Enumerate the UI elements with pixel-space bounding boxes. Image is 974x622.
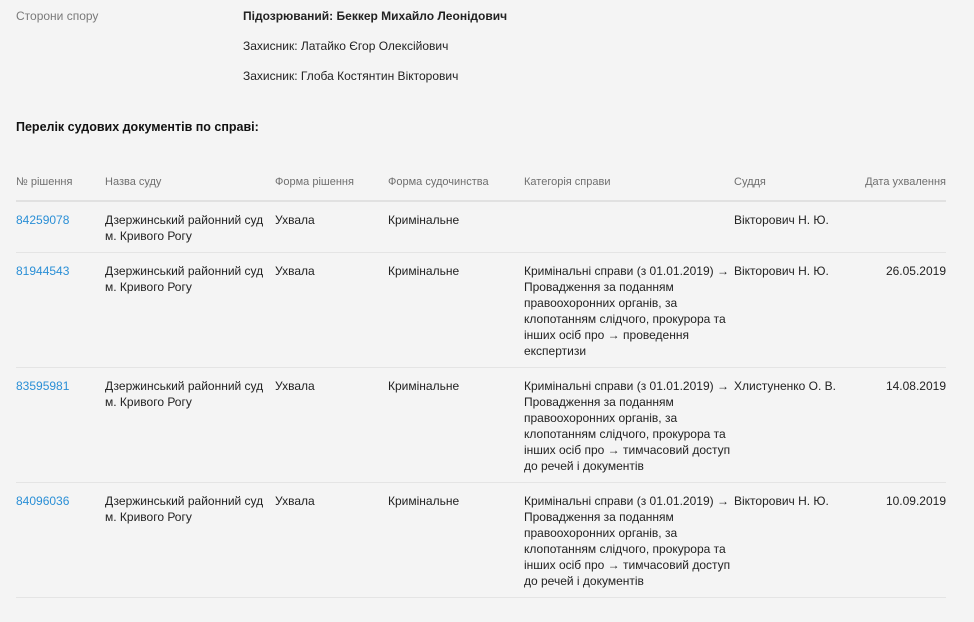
column-header-number: № рішення	[16, 176, 105, 201]
category-cell: Кримінальні справи (з 01.01.2019) → Провадження за поданням правоохоронних органів, за клопотанням слідчого, прокурора та інших осіб про → тимчасовий доступ до речей і документів	[524, 483, 734, 598]
decision-form-cell: Ухвала	[275, 253, 388, 368]
date-cell	[844, 201, 946, 253]
judge-cell: Вікторович Н. Ю.	[734, 201, 844, 253]
judge-cell: Вікторович Н. Ю.	[734, 253, 844, 368]
decision-form-cell: Ухвала	[275, 368, 388, 483]
decision-form-cell: Ухвала	[275, 201, 388, 253]
column-header-judge: Суддя	[734, 176, 844, 201]
date-cell: 10.09.2019	[844, 483, 946, 598]
court-name-cell: Дзержинський районний суд м. Кривого Рогу	[105, 483, 275, 598]
decision-number-link[interactable]: 84259078	[16, 213, 70, 227]
court-name-cell: Дзержинський районний суд м. Кривого Рогу	[105, 253, 275, 368]
column-header-decision-form: Форма рішення	[275, 176, 388, 201]
documents-list-title: Перелік судових документів по справі:	[16, 120, 259, 134]
category-cell: Кримінальні справи (з 01.01.2019) → Провадження за поданням правоохоронних органів, за клопотанням слідчого, прокурора та інших осіб про → тимчасовий доступ до речей і документів	[524, 368, 734, 483]
proceeding-form-cell: Кримінальне	[388, 201, 524, 253]
table-header	[16, 176, 946, 201]
category-cell	[524, 201, 734, 253]
decision-form-cell: Ухвала	[275, 483, 388, 598]
table-row	[16, 201, 946, 253]
suspect-name: Підозрюваний: Беккер Михайло Леонідович	[243, 9, 508, 23]
court-documents-table	[16, 176, 946, 598]
defender-name: Захисник: Глоба Костянтин Вікторович	[243, 69, 459, 83]
judge-cell: Хлистуненко О. В.	[734, 368, 844, 483]
table-row	[16, 483, 946, 598]
date-cell: 14.08.2019	[844, 368, 946, 483]
parties-label: Сторони спору	[16, 9, 99, 23]
category-cell: Кримінальні справи (з 01.01.2019) → Провадження за поданням правоохоронних органів, за клопотанням слідчого, прокурора та інших осіб про → проведення експертизи	[524, 253, 734, 368]
table-row	[16, 253, 946, 368]
proceeding-form-cell: Кримінальне	[388, 253, 524, 368]
court-name-cell: Дзержинський районний суд м. Кривого Рогу	[105, 201, 275, 253]
column-header-category: Категорія справи	[524, 176, 734, 201]
decision-number-link[interactable]: 83595981	[16, 379, 70, 393]
table-row	[16, 368, 946, 483]
judge-cell: Вікторович Н. Ю.	[734, 483, 844, 598]
proceeding-form-cell: Кримінальне	[388, 483, 524, 598]
column-header-court: Назва суду	[105, 176, 275, 201]
column-header-proceeding-form: Форма судочинства	[388, 176, 524, 201]
court-name-cell: Дзержинський районний суд м. Кривого Рогу	[105, 368, 275, 483]
decision-number-link[interactable]: 81944543	[16, 264, 70, 278]
proceeding-form-cell: Кримінальне	[388, 368, 524, 483]
column-header-date: Дата ухвалення	[844, 176, 946, 201]
date-cell: 26.05.2019	[844, 253, 946, 368]
defender-name: Захисник: Латайко Єгор Олексійович	[243, 39, 449, 53]
decision-number-link[interactable]: 84096036	[16, 494, 70, 508]
